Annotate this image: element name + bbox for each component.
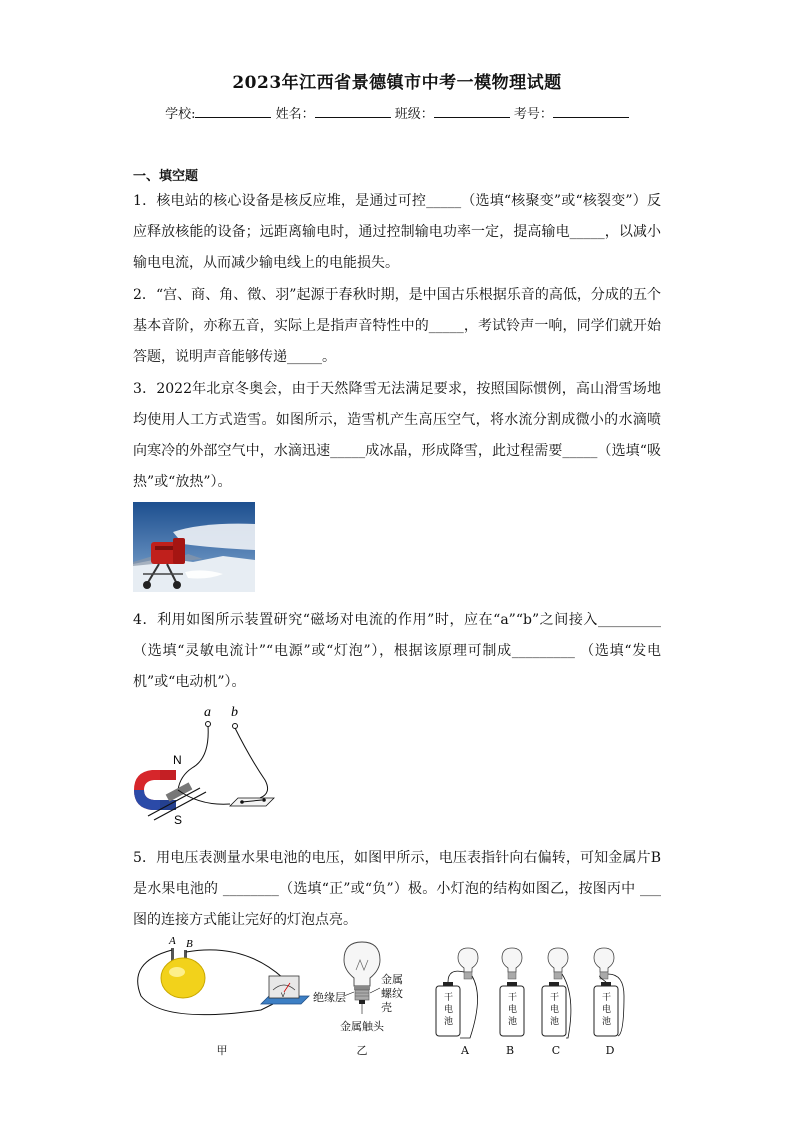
- switch-base: [230, 798, 274, 806]
- bulb-screw-shell: [355, 990, 369, 1000]
- wire-b: [235, 728, 268, 798]
- lemon-highlight: [169, 967, 185, 977]
- question-2: [133, 280, 661, 373]
- option-a-label: A: [461, 1044, 469, 1057]
- terminal-b: [233, 724, 238, 729]
- exam-number-blank[interactable]: [553, 105, 629, 118]
- battery-label-char-1: 干: [508, 993, 518, 1003]
- exam-number-label: 考号：: [513, 107, 553, 122]
- bulb-insulator-band: [354, 986, 370, 990]
- name-label: 姓名：: [275, 107, 315, 122]
- fruit-battery-diagram: [133, 932, 318, 1027]
- battery-label-char-2: 电: [508, 1005, 518, 1015]
- bulb-icon: [502, 948, 522, 972]
- battery-label-char-1: 干: [444, 993, 454, 1003]
- bulb-icon: [594, 948, 614, 972]
- question-number: 5．: [133, 850, 157, 866]
- pole-n-label: N: [173, 753, 182, 767]
- class-label: 班级：: [394, 107, 434, 122]
- fruit-battery-figure: [133, 932, 318, 1027]
- pole-s-label: S: [174, 813, 183, 827]
- voltmeter-symbol: V: [281, 993, 286, 999]
- question-number: 1．: [133, 193, 157, 209]
- wire: [460, 976, 478, 1038]
- connection-options-figure: [430, 946, 640, 1041]
- battery-label-char-2: 电: [602, 1005, 612, 1015]
- question-number: 3．: [133, 381, 157, 397]
- switch-contact: [262, 798, 266, 802]
- leader-shell: [370, 988, 380, 993]
- school-blank[interactable]: [195, 105, 271, 118]
- battery-label-char-3: 池: [444, 1017, 454, 1027]
- bulb-tip: [359, 1000, 365, 1004]
- option-a-circuit: [436, 948, 478, 1038]
- wire-a: [178, 726, 208, 790]
- battery-label-char-2: 电: [444, 1005, 454, 1015]
- battery-label-char-3: 池: [508, 1017, 518, 1027]
- question-5: [133, 843, 661, 936]
- metal-contact-label: 金属触头: [340, 1020, 384, 1033]
- battery-label-char-1: 干: [550, 993, 560, 1003]
- option-c-circuit: [542, 948, 571, 1038]
- bulb-icon: [548, 948, 568, 972]
- exam-title: 2023年江西省景德镇市中考一模物理试题: [232, 73, 562, 93]
- terminal-a-label: a: [204, 705, 211, 720]
- option-d-circuit: [594, 948, 624, 1036]
- wire-a-to-meter: [138, 950, 273, 1015]
- battery-label-char-3: 池: [550, 1017, 560, 1027]
- metal-b-label: B: [186, 938, 193, 950]
- option-b-label: B: [505, 1044, 515, 1057]
- section-heading: 一、填空题: [133, 169, 199, 184]
- bulb-icon: [458, 948, 478, 972]
- terminal-a: [206, 722, 211, 727]
- battery-label-char-2: 电: [550, 1005, 560, 1015]
- battery-label-char-3: 池: [602, 1017, 612, 1027]
- caption-jia: 甲: [216, 1044, 228, 1057]
- option-c-label: C: [551, 1044, 561, 1057]
- name-blank[interactable]: [315, 105, 391, 118]
- snow-machine-photo: [133, 502, 255, 592]
- insulator-label: 绝缘层: [313, 991, 346, 1004]
- question-4: [133, 605, 661, 698]
- question-text: “宫、商、角、徵、羽”起源于春秋时期，是中国古乐根据乐音的高低，分成的五个基本音阶，亦称五音，实际上是指声音特性中的_____，考试铃声一响，同学们就开始答题，说明声音能够传递_____。: [133, 287, 661, 365]
- metal-a-label: A: [169, 935, 176, 947]
- battery-label-char-1: 干: [602, 993, 612, 1003]
- question-1: [133, 186, 661, 279]
- caption-yi: 乙: [356, 1044, 368, 1057]
- question-text: 2022年北京冬奥会，由于天然降雪无法满足要求，按照国际惯例，高山滑雪场地均使用人工方式造雪。如图所示，造雪机产生高压空气，将水流分割成微小的水滴喷向寒冷的外部空气中，水滴迅速_____成冰晶，形成降雪，此过程需要_____（选填“吸热”或“放热”）。: [133, 381, 661, 490]
- question-3: [133, 374, 661, 498]
- class-blank[interactable]: [434, 105, 510, 118]
- option-b-circuit: [500, 948, 524, 1036]
- magnet-north-end: [160, 770, 176, 780]
- bulb-glass: [344, 942, 380, 986]
- option-d-label: D: [605, 1044, 615, 1057]
- question-number: 2．: [133, 287, 156, 303]
- question-text: 利用如图所示装置研究“磁场对电流的作用”时，应在“a”“b”之间接入_________ （选填“灵敏电流计”“电源”或“灯泡”），根据该原理可制成_________ （选填“发电机”或“电动机”）。: [133, 612, 661, 690]
- terminal-b-label: b: [231, 705, 238, 720]
- question-number: 4．: [133, 612, 158, 628]
- snow-machine-image: [133, 502, 255, 592]
- switch-pivot: [240, 800, 244, 804]
- lemon: [161, 958, 205, 998]
- magnet-apparatus-diagram: [130, 698, 290, 830]
- school-label: 学校:: [165, 107, 196, 122]
- connection-options-diagram: [430, 946, 640, 1041]
- magnet-rail-figure: [130, 698, 290, 830]
- student-info-line: [0, 103, 794, 122]
- question-text: 用电压表测量水果电池的电压，如图甲所示，电压表指针向右偏转，可知金属片B是水果电池的 ________（选填“正”或“负”）极。小灯泡的结构如图乙，按图丙中 ___图的连接方式能让完好的灯泡点亮。: [133, 850, 661, 928]
- metal-shell-label: 金属螺纹壳: [381, 973, 403, 1014]
- question-text: 核电站的核心设备是核反应堆，是通过可控_____（选填“核聚变”或“核裂变”）反应释放核能的设备；远距离输电时，通过控制输电功率一定，提高输电_____，以减小输电电流，从而减少输电线上的电能损失。: [133, 193, 661, 271]
- wire: [448, 971, 464, 982]
